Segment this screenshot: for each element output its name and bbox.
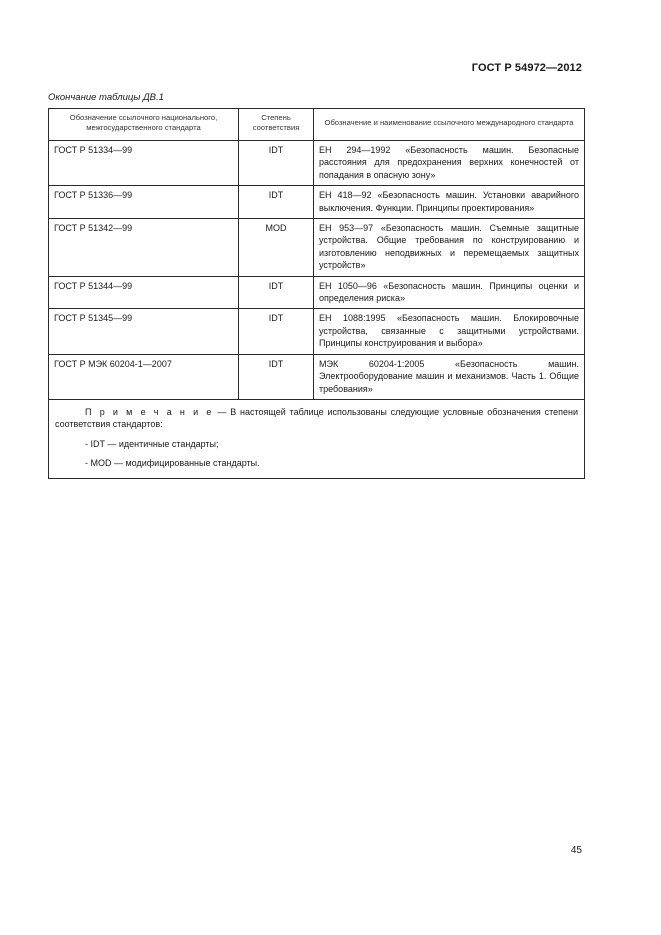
table-note <box>49 399 585 478</box>
cell-degree: IDT <box>239 276 314 309</box>
header-international-standard: Обозначение и наименование ссылочного международного стандарта <box>314 109 585 141</box>
document-code-header: ГОСТ Р 54972—2012 <box>471 62 582 74</box>
cell-international-standard: ЕН 1050—96 «Безопасность машин. Принципы оценки и определения риска» <box>314 276 585 309</box>
cell-international-standard: ЕН 953—97 «Безопасность машин. Съемные защитные устройства. Общие требования по конструированию и изготовлению неподвижных и перемещаемых защитных устройств» <box>314 219 585 277</box>
page-number: 45 <box>570 845 582 856</box>
note-heading: П р и м е ч а н и е <box>85 406 214 417</box>
table-row <box>49 276 585 309</box>
table-row <box>49 354 585 399</box>
table-caption: Окончание таблицы ДВ.1 <box>48 92 164 103</box>
cell-degree: IDT <box>239 354 314 399</box>
cell-national-standard: ГОСТ Р МЭК 60204-1—2007 <box>49 354 239 399</box>
table-note-row <box>49 399 585 478</box>
cell-degree: MOD <box>239 219 314 277</box>
cell-international-standard: ЕН 1088:1995 «Безопасность машин. Блокировочные устройства, связанные с защитными устройствами. Принципы конструирования и выбора» <box>314 309 585 354</box>
cell-international-standard: ЕН 294—1992 «Безопасность машин. Безопасные расстояния для предохранения верхних конечностей от попадания в опасную зону» <box>314 141 585 186</box>
table-row <box>49 186 585 219</box>
cell-degree: IDT <box>239 141 314 186</box>
note-item-mod: - MOD — модифицированные стандарты. <box>85 458 260 469</box>
cell-national-standard: ГОСТ Р 51344—99 <box>49 276 239 309</box>
reference-standards-table-container <box>48 108 584 479</box>
note-item-idt: - IDT — идентичные стандарты; <box>85 438 219 449</box>
reference-standards-table <box>48 108 585 479</box>
cell-national-standard: ГОСТ Р 51345—99 <box>49 309 239 354</box>
table-row <box>49 219 585 277</box>
note-text: — В настоящей таблице использованы следующие условные обозначения степени соответствия стандартов: <box>55 406 579 430</box>
table-header-row <box>49 109 585 141</box>
header-degree-of-conformity: Степень соответствия <box>239 109 314 141</box>
cell-international-standard: МЭК 60204-1:2005 «Безопасность машин. Электрооборудование машин и механизмов. Часть 1. Общие требования» <box>314 354 585 399</box>
table-row <box>49 309 585 354</box>
note-paragraph <box>55 406 578 431</box>
cell-national-standard: ГОСТ Р 51334—99 <box>49 141 239 186</box>
table-row <box>49 141 585 186</box>
cell-international-standard: ЕН 418—92 «Безопасность машин. Установки аварийного выключения. Функции. Принципы проектирования» <box>314 186 585 219</box>
cell-national-standard: ГОСТ Р 51342—99 <box>49 219 239 277</box>
cell-degree: IDT <box>239 186 314 219</box>
header-national-standard: Обозначение ссылочного национального, межгосударственного стандарта <box>49 109 239 141</box>
cell-degree: IDT <box>239 309 314 354</box>
cell-national-standard: ГОСТ Р 51336—99 <box>49 186 239 219</box>
